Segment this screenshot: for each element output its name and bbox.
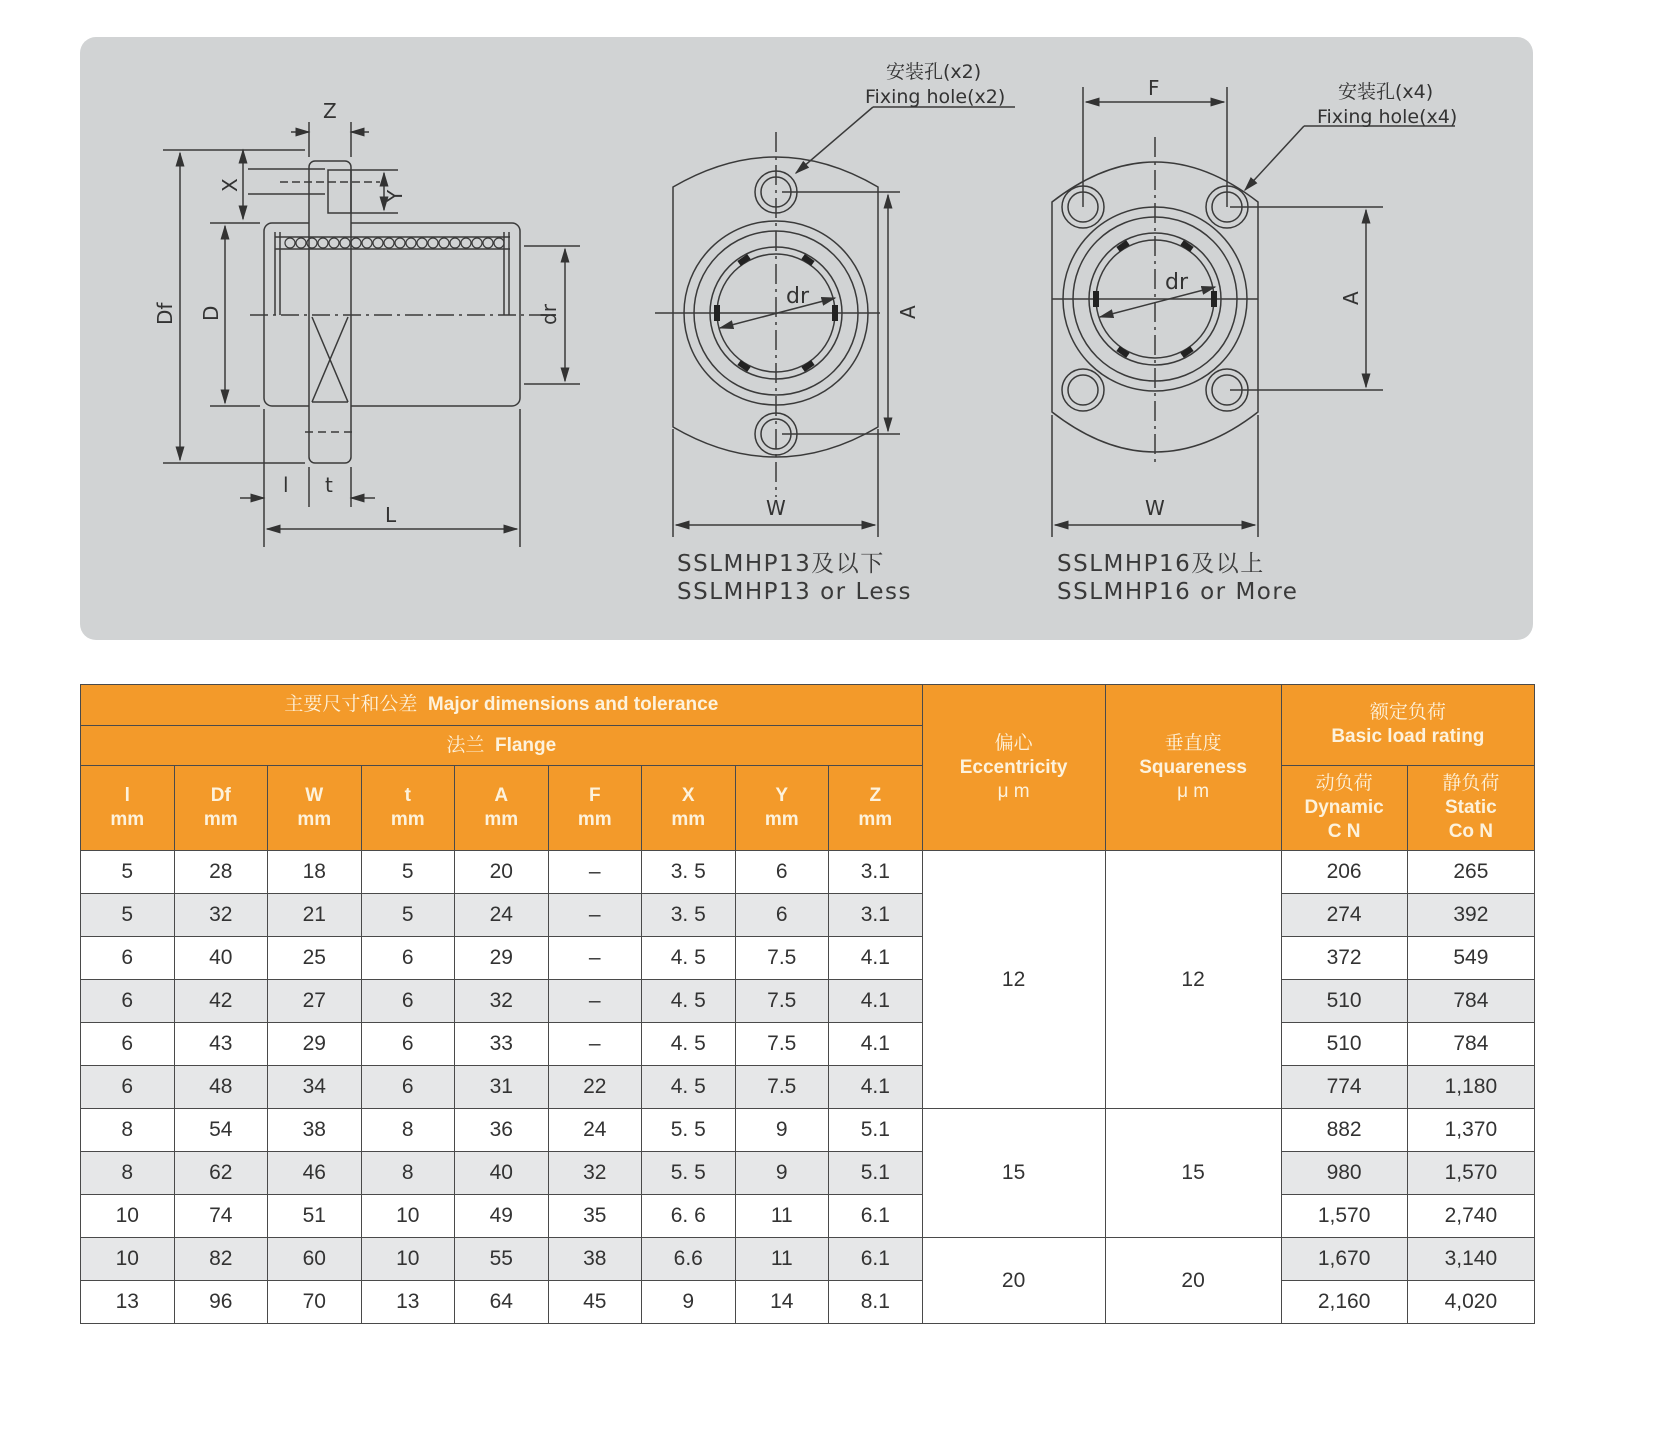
table-cell: 14 (735, 1281, 829, 1324)
table-cell: 8 (361, 1109, 455, 1152)
table-cell: 38 (268, 1109, 362, 1152)
table-cell: – (548, 1023, 642, 1066)
large-flange-labels (1145, 76, 1457, 520)
table-cell: 8.1 (829, 1281, 923, 1324)
table-cell: 10 (361, 1238, 455, 1281)
table-cell: 6.6 (642, 1238, 736, 1281)
col-header-t: t mm (361, 766, 455, 851)
table-cell: 45 (548, 1281, 642, 1324)
table-row (81, 894, 1535, 937)
header-row-columns (81, 766, 1535, 851)
table-row (81, 980, 1535, 1023)
table-cell: 6 (735, 851, 829, 894)
flange-header-en: Flange (494, 734, 557, 756)
table-cell: – (548, 851, 642, 894)
table-cell: 10 (81, 1195, 175, 1238)
table-cell: 7.5 (735, 937, 829, 980)
table-cell: 6 (81, 1066, 175, 1109)
header-row-major (81, 685, 1535, 726)
table-cell: 7.5 (735, 980, 829, 1023)
dynamic-load-cell: 882 (1281, 1109, 1407, 1152)
table-cell: 27 (268, 980, 362, 1023)
table-cell: 4.1 (829, 937, 923, 980)
static-load-header: 静负荷 Static Co N (1407, 766, 1535, 851)
table-cell: 5 (361, 894, 455, 937)
table-cell: 6 (735, 894, 829, 937)
table-row (81, 1195, 1535, 1238)
large-flange-caption-en: SSLMHP16 or More (1057, 579, 1299, 605)
table-cell: 32 (174, 894, 268, 937)
svg-text:D: D (199, 305, 223, 321)
table-cell: 6 (81, 937, 175, 980)
dynamic-load-cell: 2,160 (1281, 1281, 1407, 1324)
table-row (81, 1281, 1535, 1324)
table-cell: 43 (174, 1023, 268, 1066)
table-cell: – (548, 894, 642, 937)
major-header-en: Major dimensions and tolerance (427, 694, 719, 715)
static-load-cell: 784 (1407, 1023, 1535, 1066)
large-flange-caption-cn: SSLMHP16及以上 (1057, 551, 1265, 577)
eccentricity-value: 12 (922, 851, 1105, 1109)
table-cell: 8 (81, 1152, 175, 1195)
table-row (81, 1238, 1535, 1281)
squareness-value: 12 (1105, 851, 1281, 1109)
table-cell: 4.1 (829, 1066, 923, 1109)
table-cell: 4. 5 (642, 1066, 736, 1109)
static-load-cell: 392 (1407, 894, 1535, 937)
svg-text:Z: Z (323, 99, 337, 123)
table-cell: 5. 5 (642, 1152, 736, 1195)
table-cell: 3.1 (829, 851, 923, 894)
table-cell: 10 (81, 1238, 175, 1281)
table-cell: 64 (455, 1281, 549, 1324)
table-cell: 55 (455, 1238, 549, 1281)
table-cell: 48 (174, 1066, 268, 1109)
table-row (81, 937, 1535, 980)
table-cell: 9 (642, 1281, 736, 1324)
table-row (81, 1066, 1535, 1109)
table-cell: 6.1 (829, 1195, 923, 1238)
col-header-x: X mm (642, 766, 736, 851)
dynamic-load-cell: 274 (1281, 894, 1407, 937)
table-cell: 5.1 (829, 1109, 923, 1152)
major-dimensions-header (81, 685, 923, 726)
table-cell: 9 (735, 1152, 829, 1195)
static-load-cell: 1,180 (1407, 1066, 1535, 1109)
table-cell: 8 (361, 1152, 455, 1195)
eccentricity-value: 20 (922, 1238, 1105, 1324)
svg-text:X: X (218, 178, 242, 192)
table-cell: 5. 5 (642, 1109, 736, 1152)
table-cell: 9 (735, 1109, 829, 1152)
eccentricity-cn: 偏心 (994, 732, 1033, 754)
table-cell: 42 (174, 980, 268, 1023)
table-cell: 5 (81, 851, 175, 894)
table-cell: 24 (548, 1109, 642, 1152)
table-cell: 4. 5 (642, 937, 736, 980)
table-cell: 54 (174, 1109, 268, 1152)
table-cell: 21 (268, 894, 362, 937)
col-header-z: Z mm (829, 766, 923, 851)
table-cell: 6 (81, 1023, 175, 1066)
table-cell: 6 (361, 1023, 455, 1066)
svg-text:Fixing hole(x4): Fixing hole(x4) (1317, 106, 1458, 128)
table-cell: 34 (268, 1066, 362, 1109)
eccentricity-header (922, 685, 1105, 851)
table-cell: 46 (268, 1152, 362, 1195)
table-cell: 11 (735, 1195, 829, 1238)
table-cell: 3. 5 (642, 851, 736, 894)
squareness-value: 15 (1105, 1109, 1281, 1238)
svg-text:dr: dr (537, 304, 561, 325)
squareness-header (1105, 685, 1281, 851)
table-cell: – (548, 937, 642, 980)
dynamic-load-cell: 510 (1281, 1023, 1407, 1066)
table-cell: 6.1 (829, 1238, 923, 1281)
diagram-panel (80, 37, 1533, 640)
svg-text:Fixing hole(x2): Fixing hole(x2) (865, 86, 1006, 108)
dynamic-load-header: 动负荷 Dynamic C N (1281, 766, 1407, 851)
table-cell: 36 (455, 1109, 549, 1152)
flange-header (81, 726, 923, 766)
static-load-cell: 265 (1407, 851, 1535, 894)
table-cell: 33 (455, 1023, 549, 1066)
table-cell: 5.1 (829, 1152, 923, 1195)
small-flange-caption-cn: SSLMHP13及以下 (677, 551, 885, 577)
table-cell: 29 (455, 937, 549, 980)
static-load-cell: 2,740 (1407, 1195, 1535, 1238)
table-row (81, 851, 1535, 894)
static-load-cell: 4,020 (1407, 1281, 1535, 1324)
col-header-w: W mm (268, 766, 362, 851)
dynamic-load-cell: 1,570 (1281, 1195, 1407, 1238)
col-header-y: Y mm (735, 766, 829, 851)
table-cell: 96 (174, 1281, 268, 1324)
table-cell: 4. 5 (642, 980, 736, 1023)
table-cell: 13 (361, 1281, 455, 1324)
load-rating-en: Basic load rating (1331, 726, 1485, 747)
static-load-cell: 784 (1407, 980, 1535, 1023)
major-header-cn: 主要尺寸和公差 (284, 694, 418, 715)
table-cell: 6 (81, 980, 175, 1023)
small-flange-caption (677, 550, 912, 606)
table-cell: 51 (268, 1195, 362, 1238)
table-cell: 28 (174, 851, 268, 894)
dynamic-load-cell: 510 (1281, 980, 1407, 1023)
table-cell: 38 (548, 1238, 642, 1281)
table-cell: 6 (361, 1066, 455, 1109)
col-header-df: Df mm (174, 766, 268, 851)
table-row (81, 1109, 1535, 1152)
col-header-f: F mm (548, 766, 642, 851)
table-cell: 32 (455, 980, 549, 1023)
squareness-en: Squareness (1139, 756, 1247, 778)
table-cell: 20 (455, 851, 549, 894)
table-cell: 5 (361, 851, 455, 894)
static-load-cell: 1,570 (1407, 1152, 1535, 1195)
svg-text:W: W (1145, 496, 1165, 520)
table-cell: 24 (455, 894, 549, 937)
dynamic-load-cell: 372 (1281, 937, 1407, 980)
table-cell: 32 (548, 1152, 642, 1195)
table-cell: 29 (268, 1023, 362, 1066)
table-cell: 6 (361, 980, 455, 1023)
table-cell: 82 (174, 1238, 268, 1281)
table-cell: – (548, 980, 642, 1023)
table-cell: 3.1 (829, 894, 923, 937)
dynamic-load-cell: 774 (1281, 1066, 1407, 1109)
svg-text:dr: dr (786, 284, 810, 309)
small-flange-view (655, 107, 1015, 537)
static-load-cell: 549 (1407, 937, 1535, 980)
table-cell: 6. 6 (642, 1195, 736, 1238)
svg-text:dr: dr (1165, 270, 1189, 295)
squareness-unit: μ m (1177, 780, 1210, 802)
table-cell: 10 (361, 1195, 455, 1238)
table-cell: 35 (548, 1195, 642, 1238)
table-cell: 18 (268, 851, 362, 894)
table-cell: 62 (174, 1152, 268, 1195)
table-body (81, 851, 1535, 1324)
small-flange-labels (766, 61, 1005, 520)
dynamic-load-cell: 206 (1281, 851, 1407, 894)
table-cell: 4. 5 (642, 1023, 736, 1066)
col-header-l: l mm (81, 766, 175, 851)
svg-text:W: W (766, 496, 786, 520)
large-flange-view (1052, 87, 1458, 537)
eccentricity-en: Eccentricity (959, 756, 1068, 778)
svg-text:安装孔(x4): 安装孔(x4) (1338, 81, 1434, 103)
dynamic-load-cell: 1,670 (1281, 1238, 1407, 1281)
table-cell: 49 (455, 1195, 549, 1238)
svg-text:t: t (325, 473, 333, 497)
table-cell: 22 (548, 1066, 642, 1109)
static-load-cell: 3,140 (1407, 1238, 1535, 1281)
large-flange-caption (1057, 550, 1298, 606)
table-cell: 40 (455, 1152, 549, 1195)
table-cell: 74 (174, 1195, 268, 1238)
table-cell: 31 (455, 1066, 549, 1109)
table-cell: 11 (735, 1238, 829, 1281)
flange-header-cn: 法兰 (446, 734, 485, 756)
table-cell: 4.1 (829, 1023, 923, 1066)
svg-text:l: l (283, 473, 289, 497)
static-load-cell: 1,370 (1407, 1109, 1535, 1152)
svg-text:F: F (1148, 76, 1160, 100)
table-cell: 3. 5 (642, 894, 736, 937)
col-header-a: A mm (455, 766, 549, 851)
table-cell: 25 (268, 937, 362, 980)
svg-text:L: L (385, 503, 397, 527)
table-cell: 8 (81, 1109, 175, 1152)
svg-text:安装孔(x2): 安装孔(x2) (886, 61, 982, 83)
svg-text:A: A (896, 305, 920, 319)
dynamic-load-cell: 980 (1281, 1152, 1407, 1195)
squareness-cn: 垂直度 (1164, 732, 1222, 754)
load-rating-header (1281, 685, 1535, 766)
table-cell: 5 (81, 894, 175, 937)
svg-text:A: A (1339, 291, 1363, 305)
table-cell: 6 (361, 937, 455, 980)
load-rating-cn: 额定负荷 (1369, 702, 1446, 723)
eccentricity-unit: μ m (997, 780, 1030, 802)
table-cell: 40 (174, 937, 268, 980)
svg-text:Df: Df (153, 302, 177, 325)
table-cell: 13 (81, 1281, 175, 1324)
table-row (81, 1023, 1535, 1066)
squareness-value: 20 (1105, 1238, 1281, 1324)
table-row (81, 1152, 1535, 1195)
dimensions-table (80, 684, 1535, 1324)
table-cell: 7.5 (735, 1023, 829, 1066)
table-cell: 4.1 (829, 980, 923, 1023)
table-cell: 70 (268, 1281, 362, 1324)
small-flange-caption-en: SSLMHP13 or Less (677, 579, 912, 605)
table-cell: 60 (268, 1238, 362, 1281)
svg-text:Y: Y (383, 189, 407, 202)
eccentricity-value: 15 (922, 1109, 1105, 1238)
table-cell: 7.5 (735, 1066, 829, 1109)
